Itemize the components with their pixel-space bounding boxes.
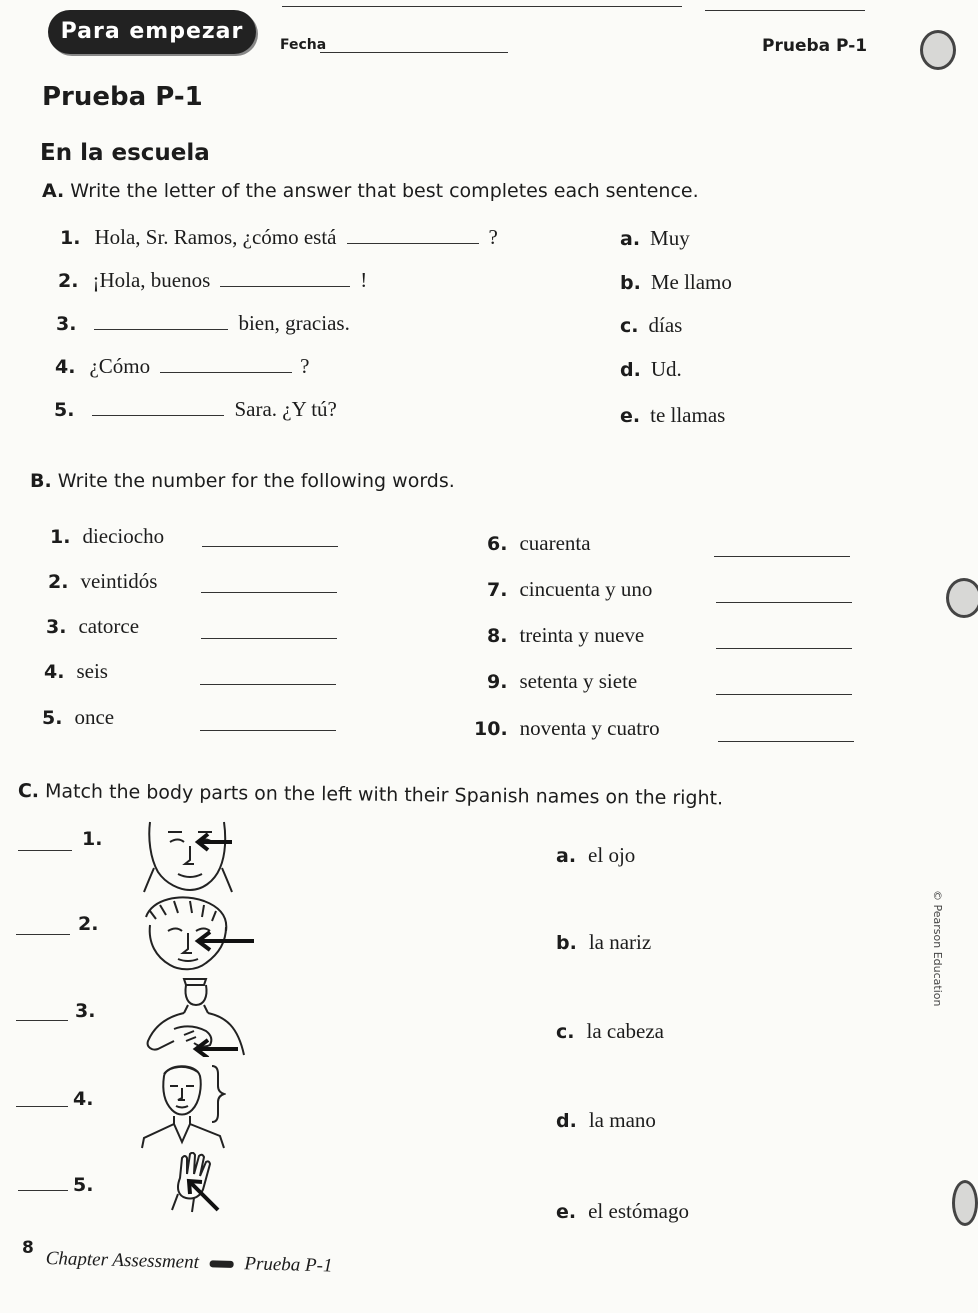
body-option-d: d. la mano <box>556 1108 656 1132</box>
body-option-a: a. el ojo <box>556 843 636 867</box>
section-c-item-3: 3. <box>75 1000 96 1022</box>
answer-blank[interactable] <box>16 1106 68 1107</box>
footer-chapter: Chapter Assessment Prueba P-1 <box>45 1248 333 1277</box>
section-b-item-2: 2. veintidós <box>48 569 158 593</box>
answer-blank[interactable] <box>716 648 852 649</box>
answer-blank[interactable] <box>18 850 72 851</box>
section-b-item-3: 3. catorce <box>46 614 140 638</box>
section-b-letter: B. <box>30 470 52 492</box>
section-c-text: Match the body parts on the left with their Spanish names on the right. <box>44 780 724 810</box>
option-b: b. Me llamo <box>620 270 732 294</box>
answer-blank[interactable] <box>16 934 70 935</box>
section-c-item-1: 1. <box>82 828 103 850</box>
answer-blank[interactable] <box>16 1020 68 1021</box>
option-d: d. Ud. <box>620 357 682 381</box>
option-c: c. días <box>620 313 683 337</box>
header-quiz-id: Prueba P-1 <box>762 36 868 56</box>
answer-blank[interactable] <box>220 268 350 287</box>
section-a-text: Write the letter of the answer that best completes each sentence. <box>70 180 699 202</box>
section-b-item-8: 8. treinta y nueve <box>487 623 645 647</box>
body-option-b: b. la nariz <box>556 930 652 954</box>
section-c-letter: C. <box>17 780 40 803</box>
answer-blank[interactable] <box>200 730 336 731</box>
face-eye-illustration <box>140 818 236 894</box>
answer-blank[interactable] <box>160 354 292 373</box>
section-b-item-6: 6. cuarenta <box>487 531 591 555</box>
answer-blank[interactable] <box>18 1190 68 1191</box>
section-a-instruction <box>42 180 699 202</box>
section-b-text: Write the number for the following words. <box>57 470 455 492</box>
section-b-item-4: 4. seis <box>44 659 108 683</box>
section-b-instruction <box>30 470 455 492</box>
section-a-item-2: 2. ¡Hola, buenos ! <box>58 268 368 292</box>
section-a-item-5: 5. Sara. ¿Y tú? <box>54 397 337 421</box>
answer-blank[interactable] <box>201 638 337 639</box>
section-b-item-1: 1. dieciocho <box>50 524 165 548</box>
section-c-item-5: 5. <box>73 1174 94 1196</box>
section-b-item-5: 5. once <box>42 705 115 729</box>
fecha-line <box>320 52 508 53</box>
section-a-item-1: 1. Hola, Sr. Ramos, ¿cómo está ? <box>60 225 498 249</box>
answer-blank[interactable] <box>716 694 852 695</box>
hand-illustration <box>168 1152 224 1214</box>
answer-blank[interactable] <box>94 311 228 330</box>
answer-blank[interactable] <box>718 741 854 742</box>
para-empezar-badge: Para empezar <box>48 10 256 54</box>
section-a-letter: A. <box>42 180 65 202</box>
footer-separator-bar <box>210 1260 234 1268</box>
answer-blank[interactable] <box>92 397 224 416</box>
page-title: Prueba P-1 <box>42 82 203 112</box>
body-option-c: c. la cabeza <box>556 1019 664 1043</box>
answer-blank[interactable] <box>714 556 850 557</box>
section-a-item-4: 4. ¿Cómo ? <box>55 354 310 378</box>
section-c-instruction <box>18 780 723 809</box>
answer-blank[interactable] <box>716 602 852 603</box>
option-a: a. Muy <box>620 226 690 250</box>
answer-blank[interactable] <box>201 592 337 593</box>
answer-blank[interactable] <box>200 684 336 685</box>
copyright-margin: © Pearson Education <box>931 890 944 1007</box>
binder-ring-middle <box>946 578 978 618</box>
section-a-item-3: 3. bien, gracias. <box>56 311 350 335</box>
section-b-item-9: 9. setenta y siete <box>487 669 638 693</box>
answer-blank[interactable] <box>202 546 338 547</box>
answer-blank[interactable] <box>347 225 479 244</box>
person-head-illustration <box>140 1062 226 1150</box>
body-option-e: e. el estómago <box>556 1199 689 1223</box>
face-nose-illustration <box>140 895 256 975</box>
binder-ring-bottom <box>952 1180 978 1226</box>
nombre-line <box>282 6 682 7</box>
option-e: e. te llamas <box>620 403 726 427</box>
fecha-label: Fecha <box>280 37 327 53</box>
section-b-item-10: 10. noventa y cuatro <box>474 716 660 740</box>
section-b-item-7: 7. cincuenta y uno <box>487 577 653 601</box>
nombre-line-extra <box>705 10 865 11</box>
binder-ring-top <box>920 30 956 70</box>
nombre-label <box>282 0 331 1</box>
section-c-item-2: 2. <box>78 913 99 935</box>
page-subtitle: En la escuela <box>40 140 210 166</box>
person-stomach-illustration <box>144 975 250 1057</box>
section-c-item-4: 4. <box>73 1088 94 1110</box>
footer-page-number: 8 <box>22 1238 34 1258</box>
